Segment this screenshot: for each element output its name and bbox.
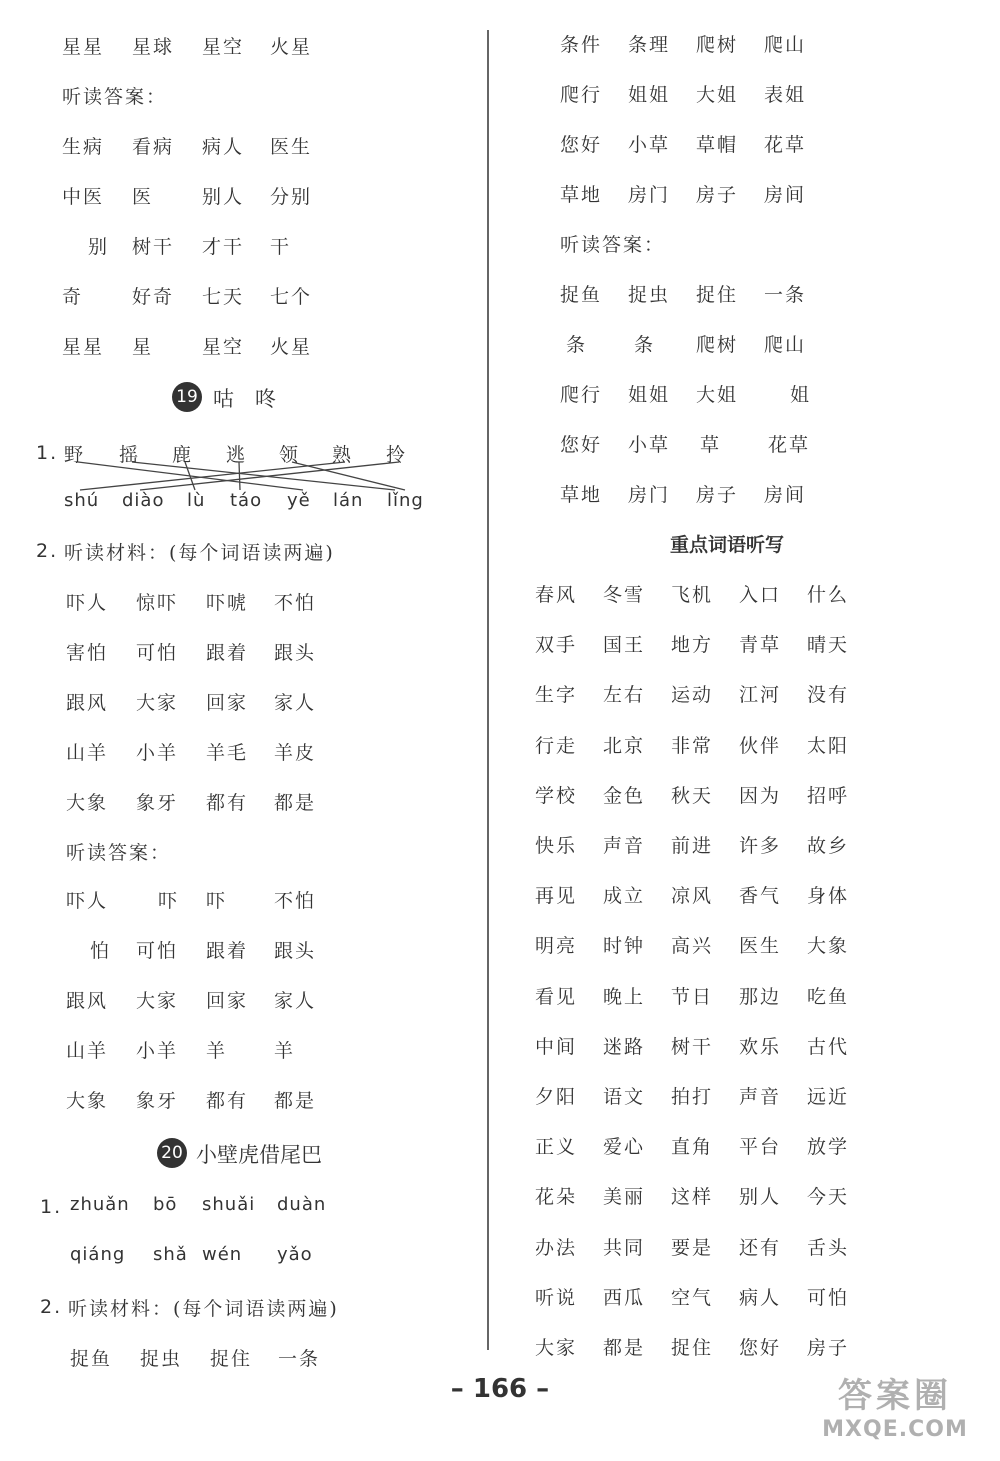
dictation-word: 声音 — [603, 835, 646, 857]
word: 星星 — [62, 336, 105, 358]
word: 条 — [566, 334, 588, 356]
word: 条理 — [628, 34, 671, 56]
word: 房门 — [628, 184, 671, 206]
word: 小羊 — [136, 1040, 179, 1062]
dictation-row — [535, 1032, 955, 1066]
match-char: 鹿 — [172, 444, 194, 466]
word: 奇 — [62, 286, 84, 308]
pinyin-duan: duàn — [277, 1194, 327, 1215]
word: 吓 — [158, 890, 180, 912]
word: 捉虫 — [628, 284, 671, 306]
dictation-word: 看见 — [535, 985, 578, 1008]
dictation-word: 可怕 — [807, 1286, 850, 1309]
word: 医 — [132, 186, 154, 208]
answers-label: 听读答案： — [62, 86, 168, 108]
word: 大姐 — [696, 384, 739, 406]
dictation-word: 入口 — [739, 584, 782, 606]
word: 生病 — [62, 136, 105, 158]
right-row-2 — [560, 80, 960, 114]
dictation-word: 招呼 — [807, 784, 850, 807]
dictation-row — [535, 781, 955, 815]
word: 羊皮 — [274, 742, 317, 764]
dictation-word: 还有 — [739, 1236, 782, 1259]
dictation-word: 成立 — [603, 885, 646, 908]
word: 家人 — [274, 990, 317, 1012]
dictation-word: 大家 — [535, 1337, 578, 1359]
dictation-word: 前进 — [671, 835, 714, 857]
dictation-word: 您好 — [739, 1337, 782, 1359]
dictation-word: 这样 — [671, 1186, 714, 1209]
l20-q1-number: 1. — [40, 1196, 63, 1218]
word: 您好 — [560, 134, 603, 156]
q2-answer-row-3 — [66, 986, 466, 1020]
word: 病人 — [202, 136, 245, 158]
word: 星空 — [202, 336, 245, 358]
dictation-word: 春风 — [535, 584, 578, 606]
dictation-row — [535, 831, 955, 865]
dictation-row — [535, 680, 955, 714]
dictation-word: 运动 — [671, 684, 714, 707]
word: 房间 — [764, 184, 807, 206]
dictation-word: 因为 — [739, 784, 782, 807]
word: 姐姐 — [628, 84, 671, 106]
q2-answers-label: 听读答案： — [66, 842, 172, 864]
dictation-word: 金色 — [603, 784, 646, 807]
dictation-word: 飞机 — [671, 584, 714, 606]
dictation-word: 放学 — [807, 1136, 850, 1159]
word: 花草 — [768, 434, 811, 456]
word: 姐 — [790, 384, 812, 406]
dictation-word: 秋天 — [671, 784, 714, 807]
dictation-word: 拍打 — [671, 1086, 714, 1108]
dictation-word: 今天 — [807, 1186, 850, 1209]
word: 医生 — [270, 136, 313, 158]
word: 爬山 — [764, 334, 807, 356]
word: 都是 — [274, 792, 317, 814]
dictation-word: 语文 — [603, 1086, 646, 1108]
word: 象牙 — [136, 1090, 179, 1112]
word: 小羊 — [136, 742, 179, 764]
dictation-word: 快乐 — [535, 835, 578, 857]
dictation-word: 要是 — [671, 1236, 714, 1259]
word: 分别 — [270, 186, 313, 208]
dictation-word: 非常 — [671, 734, 714, 757]
dictation-word: 生字 — [535, 684, 578, 707]
lesson-20-badge: 20 — [157, 1138, 187, 1168]
l20-q2-label: 听读材料：(每个词语读两遍) — [68, 1298, 339, 1320]
right-answer-row-4 — [560, 430, 960, 464]
dictation-word: 西瓜 — [603, 1286, 646, 1309]
word: 小草 — [628, 434, 671, 456]
dictation-word: 再见 — [535, 885, 578, 908]
dictation-word: 别人 — [739, 1186, 782, 1209]
dictation-word: 晚上 — [603, 985, 646, 1008]
pinyin-lan: lán — [333, 490, 364, 511]
dictation-word: 直角 — [671, 1136, 714, 1159]
dictation-word: 身体 — [807, 885, 850, 908]
dictation-word: 国王 — [603, 634, 646, 657]
pinyin-zhuan: zhuǎn — [70, 1194, 130, 1215]
word: 花草 — [764, 134, 807, 156]
word: 爬山 — [764, 34, 807, 56]
word: 爬行 — [560, 84, 603, 106]
dictation-word: 欢乐 — [739, 1035, 782, 1058]
dictation-row — [535, 630, 955, 664]
word: 别 — [88, 236, 110, 258]
word: 回家 — [206, 692, 249, 714]
word: 条 — [634, 334, 656, 356]
right-answer-row-3 — [560, 380, 960, 414]
right-row-1 — [560, 30, 960, 64]
match-line — [239, 462, 240, 490]
dictation-word: 什么 — [807, 584, 850, 606]
q2-answer-row-2 — [66, 936, 466, 970]
word: 都是 — [274, 1090, 317, 1112]
word: 捉鱼 — [70, 1348, 113, 1370]
dictation-row — [535, 731, 955, 765]
word: 不怕 — [274, 592, 317, 614]
q2-row-5 — [66, 788, 466, 822]
dictation-word: 中间 — [535, 1035, 578, 1058]
word: 火星 — [270, 336, 313, 358]
match-char: 熟 — [332, 444, 354, 466]
pinyin-lu: lù — [187, 490, 206, 511]
dictation-word: 医生 — [739, 935, 782, 958]
dictation-word: 树干 — [671, 1035, 714, 1058]
dictation-word: 故乡 — [807, 835, 850, 857]
word: 星球 — [132, 36, 175, 58]
match-char: 拎 — [386, 444, 408, 466]
dictation-word: 捉住 — [671, 1337, 714, 1359]
right-answer-row-2 — [560, 330, 960, 364]
lesson-19-title: 咕 咚 — [213, 387, 276, 411]
word: 七个 — [270, 286, 313, 308]
word: 捉虫 — [140, 1348, 183, 1370]
word: 大象 — [66, 1090, 109, 1112]
pinyin-shuai: shuǎi — [202, 1194, 256, 1215]
word: 跟头 — [274, 642, 317, 664]
dictation-word: 高兴 — [671, 935, 714, 958]
word: 跟着 — [206, 642, 249, 664]
word: 星星 — [62, 36, 105, 58]
word: 表姐 — [764, 84, 807, 106]
word: 草帽 — [696, 134, 739, 156]
right-row-4 — [560, 180, 960, 214]
dictation-word: 青草 — [739, 634, 782, 657]
dictation-word: 学校 — [535, 784, 578, 807]
right-answers-label: 听读答案： — [560, 234, 666, 256]
word: 别人 — [202, 186, 245, 208]
dictation-word: 爱心 — [603, 1136, 646, 1159]
dictation-word: 吃鱼 — [807, 985, 850, 1008]
word: 吓人 — [66, 592, 109, 614]
q1-number: 1. — [36, 442, 59, 464]
dictation-row — [535, 881, 955, 915]
word: 看病 — [132, 136, 175, 158]
page-number: – 166 – — [450, 1374, 550, 1404]
word: 大家 — [136, 990, 179, 1012]
dictation-word: 平台 — [739, 1136, 782, 1159]
dictation-word: 左右 — [603, 684, 646, 707]
word: 您好 — [560, 434, 603, 456]
lesson-20-title: 小壁虎借尾巴 — [196, 1143, 322, 1167]
word: 大姐 — [696, 84, 739, 106]
q2-answer-row-1 — [66, 886, 466, 920]
word: 七天 — [202, 286, 245, 308]
word: 一条 — [278, 1348, 321, 1370]
dictation-word: 正义 — [535, 1136, 578, 1159]
word: 回家 — [206, 990, 249, 1012]
word: 跟头 — [274, 940, 317, 962]
word: 都有 — [206, 792, 249, 814]
dictation-word: 晴天 — [807, 634, 850, 657]
word: 象牙 — [136, 792, 179, 814]
dictation-row — [535, 1333, 955, 1367]
q2-answer-row-5 — [66, 1086, 466, 1120]
dictation-row — [535, 580, 955, 614]
dictation-row — [535, 982, 955, 1016]
dictation-word: 迷路 — [603, 1035, 646, 1058]
dictation-word: 房子 — [807, 1337, 850, 1359]
l20-q2-number: 2. — [40, 1296, 63, 1318]
word: 草地 — [560, 184, 603, 206]
word: 干 — [270, 236, 292, 258]
word: 一条 — [764, 284, 807, 306]
dictation-word: 共同 — [603, 1236, 646, 1259]
lesson-19-badge: 19 — [172, 382, 202, 412]
match-char: 领 — [279, 444, 301, 466]
word: 条件 — [560, 34, 603, 56]
q2-number: 2. — [36, 540, 59, 562]
word: 大象 — [66, 792, 109, 814]
word: 才干 — [202, 236, 245, 258]
dictation-row — [535, 1132, 955, 1166]
word: 树干 — [132, 236, 175, 258]
dictation-row — [535, 1082, 955, 1116]
pinyin-qiang: qiáng — [70, 1244, 126, 1265]
word: 爬树 — [696, 34, 739, 56]
word: 吓唬 — [206, 592, 249, 614]
pinyin-wen: wén — [202, 1244, 243, 1265]
dictation-word: 地方 — [671, 634, 714, 657]
dictation-word: 伙伴 — [739, 734, 782, 757]
pinyin-tao: táo — [230, 490, 263, 511]
pinyin-bo: bō — [153, 1194, 178, 1215]
word: 都有 — [206, 1090, 249, 1112]
word: 姐姐 — [628, 384, 671, 406]
q2-answer-row-4 — [66, 1036, 466, 1070]
dictation-word: 明亮 — [535, 935, 578, 958]
word: 房间 — [764, 484, 807, 506]
word: 好奇 — [132, 286, 175, 308]
word: 草地 — [560, 484, 603, 506]
pinyin-shu: shú — [64, 490, 100, 511]
l20-q2-row-1 — [70, 1344, 470, 1378]
q2-row-4 — [66, 738, 466, 772]
q2-label: 听读材料：(每个词语读两遍) — [64, 542, 335, 564]
watermark-text-en: MXQE.COM — [822, 1417, 968, 1442]
dictation-row — [535, 1182, 955, 1216]
dictation-word: 空气 — [671, 1286, 714, 1309]
right-answer-row-5 — [560, 480, 960, 514]
q2-row-3 — [66, 688, 466, 722]
word: 小草 — [628, 134, 671, 156]
right-row-3 — [560, 130, 960, 164]
dictation-row — [535, 931, 955, 965]
dictation-row — [535, 1233, 955, 1267]
match-char: 野 — [64, 444, 86, 466]
word: 草 — [700, 434, 722, 456]
word: 中医 — [62, 186, 105, 208]
word: 星 — [132, 336, 154, 358]
pinyin-ling: lǐng — [387, 490, 424, 511]
word: 火星 — [270, 36, 313, 58]
word: 吓人 — [66, 890, 109, 912]
dictation-word: 双手 — [535, 634, 578, 657]
word: 家人 — [274, 692, 317, 714]
dictation-word: 病人 — [739, 1286, 782, 1309]
dictation-word: 那边 — [739, 985, 782, 1008]
dictation-word: 大象 — [807, 935, 850, 958]
word: 爬树 — [696, 334, 739, 356]
word: 羊毛 — [206, 742, 249, 764]
dictation-word: 远近 — [807, 1086, 850, 1108]
word: 可怕 — [136, 940, 179, 962]
dictation-word: 行走 — [535, 734, 578, 757]
dictation-word: 太阳 — [807, 734, 850, 757]
q2-row-1 — [66, 588, 466, 622]
dictation-word: 凉风 — [671, 885, 714, 908]
word: 害怕 — [66, 642, 109, 664]
dictation-word: 花朵 — [535, 1186, 578, 1209]
word: 山羊 — [66, 1040, 109, 1062]
dictation-word: 古代 — [807, 1035, 850, 1058]
word: 爬行 — [560, 384, 603, 406]
dictation-heading: 重点词语听写 — [670, 534, 785, 556]
dictation-word: 没有 — [807, 684, 850, 707]
dictation-word: 冬雪 — [603, 584, 646, 606]
match-line — [80, 462, 345, 490]
word: 羊 — [206, 1040, 228, 1062]
word: 不怕 — [274, 890, 317, 912]
pinyin-ye: yě — [287, 490, 311, 511]
dictation-word: 许多 — [739, 835, 782, 857]
watermark-text-cn: 答案圈 — [838, 1376, 952, 1416]
word: 吓 — [206, 890, 228, 912]
match-char: 摇 — [119, 444, 141, 466]
pinyin-yao: yǎo — [277, 1244, 313, 1265]
dictation-word: 都是 — [603, 1337, 646, 1359]
word: 大家 — [136, 692, 179, 714]
word: 捉住 — [210, 1348, 253, 1370]
dictation-word: 舌头 — [807, 1236, 850, 1259]
dictation-word: 听说 — [535, 1286, 578, 1309]
word: 跟风 — [66, 990, 109, 1012]
column-divider — [487, 30, 489, 1350]
dictation-word: 声音 — [739, 1086, 782, 1108]
dictation-word: 美丽 — [603, 1186, 646, 1209]
word: 羊 — [274, 1040, 296, 1062]
dictation-row — [535, 1283, 955, 1317]
dictation-word: 香气 — [739, 885, 782, 908]
watermark-logo — [800, 1368, 990, 1442]
dictation-word: 江河 — [739, 684, 782, 707]
word: 怕 — [90, 940, 112, 962]
dictation-word: 节日 — [671, 985, 714, 1008]
word: 房门 — [628, 484, 671, 506]
word: 可怕 — [136, 642, 179, 664]
word: 房子 — [696, 484, 739, 506]
word: 惊吓 — [136, 592, 179, 614]
dictation-word: 办法 — [535, 1236, 578, 1259]
word: 星空 — [202, 36, 245, 58]
word: 跟风 — [66, 692, 109, 714]
word: 捉鱼 — [560, 284, 603, 306]
q2-row-2 — [66, 638, 466, 672]
right-answer-row-1 — [560, 280, 960, 314]
word: 跟着 — [206, 940, 249, 962]
dictation-word: 时钟 — [603, 935, 646, 958]
dictation-word: 夕阳 — [535, 1086, 578, 1108]
word: 山羊 — [66, 742, 109, 764]
dictation-word: 北京 — [603, 734, 646, 757]
word: 捉住 — [696, 284, 739, 306]
match-char: 逃 — [226, 444, 248, 466]
pinyin-diao: diào — [122, 490, 165, 511]
word: 房子 — [696, 184, 739, 206]
pinyin-sha: shǎ — [153, 1244, 188, 1265]
